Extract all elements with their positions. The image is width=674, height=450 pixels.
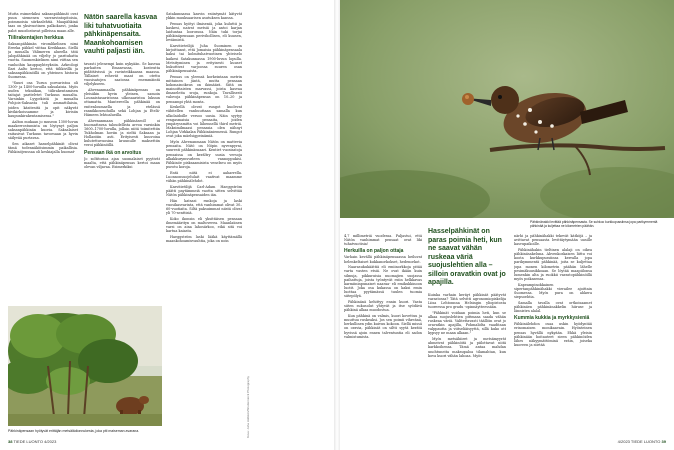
section-heading: Pensaan ikä on arvoitus — [84, 149, 142, 156]
body-paragraph: närhi ja pähkinähakki tekevät kätköjä – ja avittavat pensaasta levittäytymään uusille kasvupaikoille. — [514, 234, 592, 247]
body-paragraph: Myös metsähiiret ja metsämyyrät ahmeivat pähkinöitä ja piilottavat niitä karkkoihensa. Tämä antaa mahdan unohtuneita maksupaloa tilamahtan, kun kova kuori vähän lahoaa. Myös — [428, 337, 506, 358]
body-paragraph: Kapeampinokkainen sipertanpähkinähakki vierailee ajoittain Suomessa. Myös pura on ahkera siepsoehtia. — [514, 282, 592, 300]
body-paragraph: Sen aikaset hasselpähkinät olivat tämä todennäköisimmin paikallisia. Pähkinöjenssaa oli keskiajalla huomat- — [8, 141, 78, 155]
section-heading: Herkuilla on paljon ottaja — [344, 248, 404, 255]
page-number: 38 — [8, 439, 13, 444]
body-paragraph: Pähkinähakin tieltinen alalaji on oikea pähkinäsakeluna. Ahvenkoskaisen liittu voi koota kurkkupussiinsa kerralla jopa parikymmentä pähkinää, joita se kuljettaa jopa monen kilometrin päähän lähelle pesimäkuusikkoaan. Se löytää maapiilonsa lumenkin alta ja ruokkii varastopähkinöillä myös poikasensa. — [514, 247, 592, 282]
body-paragraph: tavasti jelenempi kuin nykyään. Se kasvaa parhaiten Emanvassa, kosteutta pidättävissä ja ravinteikkaassa maassa. Tällaiset rehevät maat on otettu vuosisatojen saatossa enemmäintä viljelykseen. — [84, 61, 160, 87]
folio-right — [618, 439, 666, 444]
photo-credit: Kuva: Juha Hällstén/Shutterstock Photography — [246, 375, 250, 438]
left-column-1 — [8, 12, 78, 302]
body-paragraph: "Pähkinät voidaan poimia heti, kun se alkaa suojuslehtien pittmasa saada vähän ruskeaa väriä. Valitettavasti täällöin ovat jo oravatkin apajilla, Pohmalidta vaaditaan valppautta ja viitseliäisyyttä, sillä kuko ott kypsyy ne maan alkaan." — [428, 310, 506, 336]
body-paragraph: Kasvitietilijä Carl-Adam Haeggström päätti paytämmeiä vaotta sitten selvittää Nätön pähkinäpensaiden iän. — [166, 184, 242, 197]
body-paragraph: 4,7 millimetriä vuodessa. Paljastui, että Nätön vanhimmat pensaat ovat liki tuhatvuotisia! — [344, 234, 422, 247]
right-column-2 — [428, 226, 506, 434]
body-paragraph: Keskellä olevat rungot kuolevat vähitellen vanhuuttaan samalla kun ulkolaidoille versoo uusia. Näin syytyy rengasmaisia pensaita, joiden ympäryssmitta voi lähennellä third metriä. Maksimilmaasi pensasia olen nähnyt Lohjan Virkkalan Pähkinäniemessä. Rungot ovat joka mäelsigpeinämiä. — [166, 105, 242, 139]
hazel-bush-image — [8, 306, 162, 426]
left-column-2 — [84, 12, 160, 302]
body-paragraph: Ahvenanmaan pähkinäseoll oi huomattavaa taloudellista arvoa varsinkin 1600–1700-luvulla, jolloin niitä toimitettiin Tukholman hoviin ja sieltä Saksaan ja Hollantiin asti. Erityisesti kuuvoina kulutettuvuosina kruunulle maksettiin veroi pähkinöillä. — [84, 118, 160, 148]
magazine-name: TIEDE LUONTO 4/2023 — [13, 439, 57, 444]
body-paragraph: Pähkinälehdon osaa uskin hyödyntää erinomaisen monikaavain. Hyönteinen pensas hyvällä nykyään. Ehkä yleisin pähkinään hoitauteet sieen pähkinöiden lähes näkyymättöminä eräin, joiseka kuoreen ja siirtää — [514, 322, 592, 348]
body-paragraph: Aalton mukaan jo museon 1300-luvun maakerrostumista on löytynyt paljon saksanpähkinän kuoria. Saksalaiset raitasivat Turkuun tavoesaan ja hyvin säilyvää purtavaa. — [8, 119, 78, 141]
body-paragraph: Jo zoltitorioa ajan suomalaiset pyytivät maalta, että pähkinäpensas kertoi maan olevan viljavaa. Esimerkiksi — [84, 156, 160, 169]
left-page — [0, 0, 334, 450]
intro-paragraph: Mutta esimerkiksi saksanpähkinät ovat puun siemenen varrasvintopitoisia, poimmoisia siirkaslehtiä. Maapähkinä taas on yksivuotinen palkokasvi, jonka palot muodostuvat pilleissa maan alle. — [8, 12, 78, 33]
body-paragraph: Pensas hyötyi ilmiseniä, joka kuluttii ja kaskesi, naivat metsiä ja antoi karjan laiduntaa loorossoa. Näin tuki torjui pähkinäpensaan perivihollisen, eli kuusen, leviämistä. — [166, 21, 242, 43]
body-paragraph: Koko ikonsin eli yksittäisen pensaan ilmemäärityn on maltoverea. Maanlaiinen varsi on aina lahosärkoo, eikä sitä voi kartua kaiasta. — [166, 216, 242, 234]
body-paragraph: Kun pähkinä on valmis, kuori kovettuu ja muuttuu ruskeaksi. Jos sen poimii vihreänä, herkullinen ydin kuivuu kokoon. Siellä missä on oravia, pähkinät on siltti syytä kerätä hyvissä ajoin ennen talventuntia eli sadon valmistumista. — [344, 314, 422, 339]
section-heading: Kummia kukkia ja myrkkysieniä — [514, 315, 590, 322]
body-paragraph: Haeggström laski lääkä käyttämällä maankohoamisvauhtia, joka on noin — [166, 234, 242, 243]
magazine-name: 4/2023 TIEDE LUONTO — [617, 439, 661, 444]
body-paragraph: Myös Ahvenanmaan Nätön on mattevia pensaita. Nätö on Nöpin nyvenpyrni, suuresti pähkinänsaari. Kentiet vuosisatoja pensaissa on kerältry uusia versoja alkakkurymvurleen vannoppukisi. Pähkinöe pisksaamisista venelseu on myös purotu koroja. — [166, 140, 242, 169]
body-paragraph: Saksanpähkinän viromlikelinen nimi Ereeka pähkel viittaa Kreikkaan. Siellä ja muualla Välimeren alueella tätä jalopähkinää on viljelty jo parituhatta vuotta. Suomenkielinen nimi viittaa sen vanhoihin kauppayhteyksiin. Arkeologi Ilari Aalto kertoo, että tiilikivillä ja saksanpähkinöillä on yhteinen historia Suomessa. — [8, 41, 78, 80]
body-paragraph: "Suuri osa Turun porvaristoa oli 1300- ja 1400-luvuilla saksalaisia. Myös uuden tekniikan, tiilirakentamisen taitajat paritelvtet Turkuun muualta. Varsinkin Lyypekistä ja muualta Pohjois-Saksasta tuli ammattilaisia, joiden käsitesitä ja opit näkyvät kivikirkoissamme ja kivisiin kaupunkirakentamisessa." — [8, 80, 78, 118]
right-page — [340, 0, 674, 450]
body-paragraph: Ahvenanmaalla pähkinäpensas on yleisäkin hyvin yleinen, samoin Lounaistasaristossa ulkosaaristoa lukuun ottamatta. Mantereella pähkinää on enitenloumaella ja etelässä rannikkoseuduilla sekä Lohjan ja Etelä-Hämeen lehtoalueilla. — [84, 87, 160, 117]
body-paragraph: Pähkinänä kehittyy ennin kuori. Vasta siiten sukusolut yhtyvät ja itse syödävä pähkinä alkaa muodostua. — [344, 300, 422, 313]
hazel-bush-photo — [8, 306, 162, 426]
pull-quote: Nätön saarella kasvaa liki tuhatvuotiaita pähkinäpensaita. Maankohoamisen vauhti paljasti iän. — [84, 14, 158, 55]
section-heading: Tiilirakentajien herkkua — [8, 34, 64, 41]
nutcracker-bird-image — [340, 0, 674, 218]
body-paragraph: Entä niitä ei aaharrella. Luonnonsuojelulait vaativat maamme vähän pähkinälehdot. — [166, 170, 242, 183]
left-column-3 — [166, 12, 242, 440]
body-paragraph: Naarasukukäättiä eli emiinorkkoja pitää varta vasten etsiä. Ne ovat ikään kuin silmuja, pikkuruisia nuomajien suojassa paihattuja, joista työntyvät esiin helkkavas karmiininpunaiset naaraa- eli emikukkinoon luotit. Joka osa kukassa on kaksi emin luottaa pyytämässä tuulen tuomia siitepölyä. — [344, 265, 422, 299]
bird-photo-caption: Pähkinänakki levittää pähkinäpensasta. Se suhkoo kurkkupussiinsa jopa parikymmentä pähkinää ja kuljettaa ne kilometrien päähän. — [530, 220, 658, 229]
pull-quote: Hasselpähkinät on paras poimia heti, kun ne saavat vähän ruskeaa väriä suojuslehtien alla – silloin oravatkin ovat jo apajilla. — [428, 228, 506, 286]
body-paragraph: Kuinka varhain keräyt pähkinät päätyvät varastossa? Tätä selvitti agronomiopiskelija Liisa Lehtonnna Helsingin yliopistosta tuoreessa pro gradu -opinnäytteessään. — [428, 292, 506, 309]
body-paragraph: Pensas on yleensä korkeintaan metrin mittainen jäntä, mutta pensaan kokonaisoikeus on ikimäärä. Siitä on mainoittaisten marvassi, joista kasvaa ilmaseleita sroja, runkoja. Tavallisesti valovoja pähkinäpensas on 10–20 ja pensampi yhtä monta. — [166, 74, 242, 104]
body-paragraph: Samalla tavalla ovat ortkoisaamet pähkinäen pähkinänakkelin hiiruse ja lännistrn alalal. — [514, 300, 592, 314]
nutcracker-photo — [340, 0, 674, 218]
right-column-1 — [344, 234, 422, 434]
folio-left — [8, 439, 56, 444]
body-paragraph: Kasvitieteilijä Juha Suominen on kirjoittanut, että Jomaisia pähkinäpensaala kaksi tai kolmituhatvuotinen yhteiselo kaikesi Satakunnassa 1900-luvun lopulla. Metsityminen ja erityisesti kuuset hukuttivat varjoossa suuren osan pähkinäpensaista. — [166, 44, 242, 74]
body-paragraph: Varhain kevällä pähkinäpensaassa heiluvat helenkeltaiset kukkanorkokset, hedenorkot. — [344, 255, 422, 264]
right-column-3 — [514, 234, 592, 434]
body-paragraph: Hän katsasi runkoja ja laski vuosikasvarinta, että vanhimmat olivat 30–60-vuotiaita. Siltä paksuimmat niistä olivat yli 70-senttisiä. — [166, 198, 242, 216]
body-paragraph: Satakunnassa kasvin esiintymät kätyvät ykkin muuksaarisen asutuksen kanssa. — [166, 12, 242, 21]
photo-caption: Pähkinäpensaan hyötyvät erittäjän metsälädionnukesta, joka piti maiseman avarana. — [8, 429, 140, 433]
page-number: 39 — [661, 439, 666, 444]
